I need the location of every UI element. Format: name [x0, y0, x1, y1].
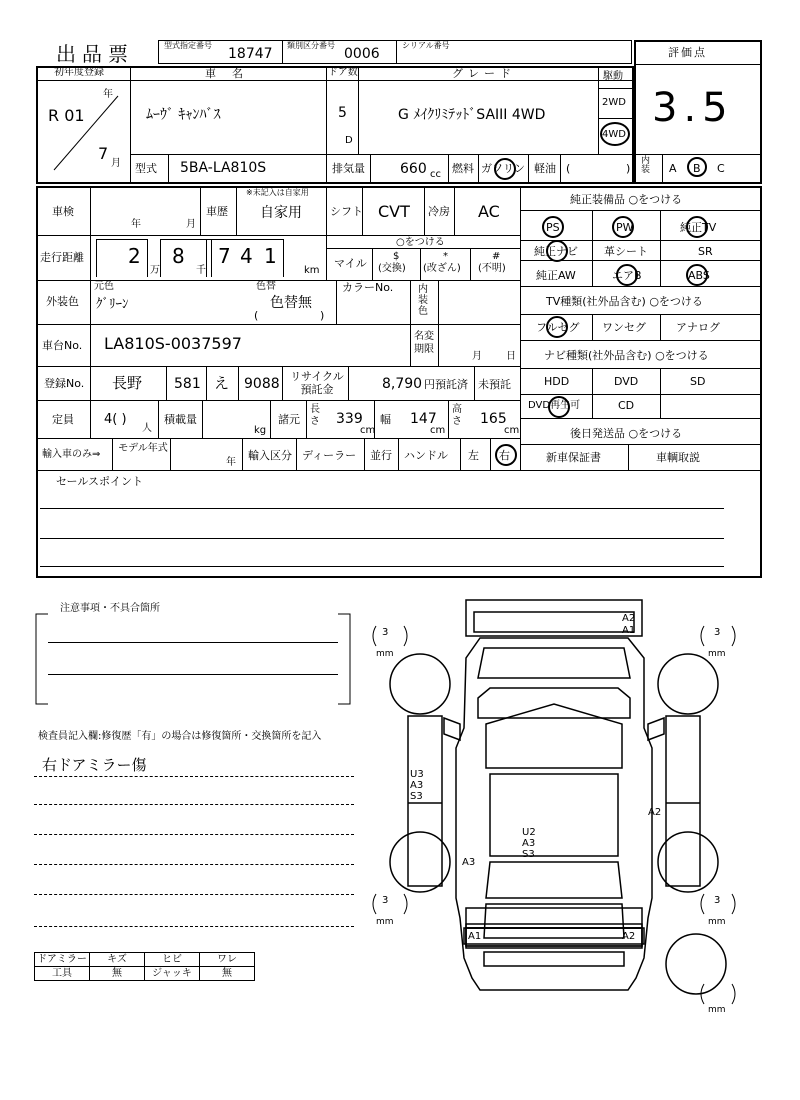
history: 自家用 [260, 205, 302, 221]
followup-manual: 車輌取説 [656, 451, 700, 464]
sales-points-label: セールスポイント [56, 475, 144, 488]
capacity-unit: 人 [142, 423, 152, 434]
doors-label: ドア数 [328, 67, 358, 78]
handle-left: 左 [468, 449, 479, 462]
type-no-label: 型式指定番号 [164, 41, 212, 50]
model-label: 型式 [135, 162, 157, 175]
mileage-label: 走行距離 [40, 251, 84, 264]
displacement-label: 排気量 [332, 162, 365, 175]
mark-right-a2: A2 [648, 807, 662, 818]
mileage-digit-3: 7 [218, 244, 231, 268]
exterior-label: 外装色 [46, 295, 79, 308]
check-tools-label: 工具 [35, 967, 90, 981]
mark-center-u2: U2 [522, 827, 536, 838]
model-year-label: モデル年式 [118, 443, 168, 454]
first-reg-label: 初年度登録 [54, 67, 104, 78]
model-year-unit: 年 [226, 457, 236, 468]
equip-ps: PS [546, 221, 560, 234]
history-note: ※未記入は自家用 [246, 188, 309, 197]
mileage-digit-4: 4 [240, 244, 253, 268]
check-jack-value: 無 [200, 967, 255, 981]
reg-label: 登録No. [44, 377, 85, 390]
mark-hash: # [492, 251, 501, 262]
notes-label: 注意事項・不具合箇所 [60, 603, 160, 614]
mark-exchange: (交換) [378, 263, 406, 274]
height-label: 高さ [452, 404, 462, 427]
check-mirror-label: ドアミラー [35, 953, 90, 967]
mark-unknown: (不明) [478, 263, 506, 274]
navi-sd: SD [690, 375, 706, 388]
interior-b-circle [687, 157, 707, 177]
mile-label: マイル [334, 257, 367, 270]
tire-spare-unit: mm [708, 1005, 726, 1015]
length-unit: cm [360, 425, 376, 436]
navi-title: ナビ種類(社外品含む) ○をつける [544, 349, 709, 362]
score-label: 評価点 [668, 46, 707, 59]
mark-tamper: (改ざん) [423, 263, 461, 274]
mark-left-rear-a3: A3 [462, 857, 476, 868]
equip-sr: SR [698, 245, 713, 258]
inspection-year-unit: 年 [131, 219, 141, 230]
tire-rr-unit: mm [708, 917, 726, 927]
unpaid: 未預託 [478, 378, 511, 391]
name-change-month: 月 [472, 351, 482, 362]
inspector-label: 検査員記入欄:修復歴「有」の場合は修復箇所・交換箇所を記入 [38, 731, 322, 742]
fuel-gas-circle [494, 158, 516, 180]
shift-label: シフト [330, 205, 363, 218]
capacity-label: 定員 [52, 413, 74, 426]
chassis-no: LA810S-0037597 [104, 334, 242, 353]
chassis-label: 車台No. [42, 339, 83, 352]
drive-label: 駆動 [603, 71, 623, 82]
recycle-label: リサイクル預託金 [290, 370, 344, 396]
mark-front-right-a1: A1 [622, 625, 636, 636]
load-label: 積載量 [164, 413, 197, 426]
equip-airbag: エアB [612, 269, 642, 282]
ac: AC [478, 202, 500, 221]
tv-oneseg: ワンセグ [602, 321, 646, 334]
tire-fr-unit: mm [708, 649, 726, 659]
navi-dvd: DVD [614, 375, 639, 388]
drive-4wd: 4WD [602, 129, 626, 140]
load-unit: kg [254, 425, 267, 436]
tv-title: TV種類(社外品含む) ○をつける [546, 295, 703, 308]
checklist-table [34, 952, 255, 981]
shift: CVT [378, 202, 410, 221]
reg-num: 9088 [244, 376, 280, 392]
height: 165 [480, 411, 507, 427]
reg-kana: え [214, 374, 230, 392]
repaint-paren-open: ( [254, 309, 259, 322]
inspection-label: 車検 [52, 205, 74, 218]
drive-2wd: 2WD [602, 97, 626, 108]
tv-analog: アナログ [676, 321, 720, 334]
mileage-digit-1: 2 [128, 244, 141, 268]
mark-dollar: $ [393, 251, 400, 262]
mileage-man: 万 [150, 265, 160, 276]
tire-rl-value: 3 [382, 895, 389, 906]
notes-box [34, 612, 352, 706]
model: 5BA-LA810S [180, 160, 267, 176]
mileage-digit-5: 1 [264, 244, 277, 268]
orig-color: ｸﾞﾘｰﾝ [96, 297, 129, 312]
first-reg-month-unit: 月 [111, 158, 121, 169]
mark-star: * [443, 251, 448, 262]
door-type: D [345, 135, 353, 146]
check-break-label: ワレ [200, 953, 255, 967]
fuel-light-oil: 軽油 [534, 162, 556, 175]
interior-b: B [693, 162, 701, 175]
mark-center-s3: S3 [522, 849, 535, 860]
equip-abs: ABS [688, 269, 710, 282]
displacement-unit: cc [430, 169, 441, 180]
handle-right: 右 [499, 449, 510, 462]
import-class-label: 輸入区分 [248, 449, 292, 462]
name-change-label: 名変期限 [414, 331, 434, 355]
navi-dvd-play: DVD再生可 [528, 400, 581, 411]
width: 147 [410, 411, 437, 427]
orig-color-label: 元色 [94, 281, 114, 292]
width-unit: cm [430, 425, 446, 436]
repaint-label: 色替 [256, 281, 276, 292]
check-scratch-label: キズ [90, 953, 145, 967]
page-title: 出品票 [56, 42, 134, 66]
history-label: 車歴 [206, 205, 228, 218]
attach-note: ○をつける [396, 237, 445, 248]
equip-tv: 純正TV [680, 221, 717, 234]
color-no-label: カラーNo. [342, 281, 394, 294]
fuel-paren-close: ) [626, 162, 631, 175]
class-no-label: 類別区分番号 [287, 41, 335, 50]
mileage-sen: 千 [196, 265, 206, 276]
length: 339 [336, 411, 363, 427]
tv-fullseg: フルセグ [536, 321, 580, 334]
repaint: 色替無 [270, 295, 312, 311]
first-reg-year-unit: 年 [103, 89, 113, 100]
mark-left-s3: S3 [410, 791, 423, 802]
mileage-digit-2: 8 [172, 244, 185, 268]
equip-aw: 純正AW [536, 269, 576, 282]
equip-navi: 純正ナビ [534, 245, 578, 258]
handle-label: ハンドル [404, 449, 448, 462]
recycle-unit: 円預託済 [424, 378, 468, 391]
reg-area: 長野 [112, 374, 143, 392]
mark-center-a3: A3 [522, 838, 536, 849]
drive-4wd-circle [600, 122, 630, 146]
equipment-title: 純正装備品 ○をつける [570, 193, 683, 206]
inspection-month-unit: 月 [186, 219, 196, 230]
interior-color-label: 内装色 [418, 284, 428, 317]
ac-label: 冷房 [428, 205, 450, 218]
repaint-paren-close: ) [320, 309, 325, 322]
serial-label: シリアル番号 [402, 41, 450, 50]
navi-cd: CD [618, 399, 635, 412]
tire-fl-unit: mm [376, 649, 394, 659]
doors: 5 [338, 105, 347, 121]
recycle: 8,790 [382, 376, 423, 392]
height-unit: cm [504, 425, 520, 436]
first-reg-era: R 01 [48, 106, 85, 125]
mark-rear-left-a1: A1 [468, 931, 482, 942]
mark-left-a3: A3 [410, 780, 424, 791]
navi-hdd: HDD [544, 375, 570, 388]
tire-rr-value: 3 [714, 895, 721, 906]
followup-title: 後日発送品 ○をつける [570, 427, 683, 440]
tire-fr-value: 3 [714, 627, 721, 638]
dealer: ディーラー [302, 449, 357, 462]
check-crack-label: ヒビ [145, 953, 200, 967]
tire-rl-unit: mm [376, 917, 394, 927]
tire-fl-value: 3 [382, 627, 389, 638]
parallel: 並行 [370, 449, 392, 462]
mark-rear-right-a2: A2 [622, 931, 636, 942]
capacity: 4( ) [104, 412, 127, 427]
class-no: 0006 [344, 46, 380, 62]
grade: G ﾒｲｸﾘﾐﾃｯﾄﾞSAIII 4WD [398, 107, 546, 123]
equip-leather: 革シート [604, 245, 648, 258]
mileage-km: km [304, 265, 320, 276]
import-label: 輸入車のみ⇒ [42, 449, 101, 460]
followup-warranty: 新車保証書 [546, 451, 601, 464]
interior-c: C [717, 162, 725, 175]
equip-pw: PW [616, 221, 634, 234]
score-value: 3.5 [652, 85, 734, 131]
type-no: 18747 [228, 46, 273, 62]
length-label: 長さ [310, 404, 320, 427]
mark-left-u3: U3 [410, 769, 424, 780]
grade-label: グレード [452, 67, 516, 80]
car-damage-diagram [360, 598, 760, 1028]
reg-class: 581 [174, 376, 201, 392]
width-label: 幅 [380, 413, 391, 426]
handle-right-circle [495, 444, 517, 466]
check-tools-value: 無 [90, 967, 145, 981]
specs-label: 諸元 [278, 413, 300, 426]
car-name-label: 車名 [205, 67, 259, 80]
first-reg-month: 7 [98, 144, 109, 163]
check-jack-label: ジャッキ [145, 967, 200, 981]
inspector-note: 右ドアミラー傷 [42, 756, 147, 774]
fuel-gas: ガソリン [481, 162, 525, 175]
interior-label: 内装 [641, 156, 651, 175]
fuel-label: 燃料 [452, 162, 474, 175]
interior-a: A [669, 162, 677, 175]
fuel-paren-open: ( [566, 162, 571, 175]
car-name: ﾑｰｳﾞ ｷｬﾝﾊﾞｽ [146, 107, 221, 123]
name-change-day: 日 [506, 351, 516, 362]
mark-front-right-a2: A2 [622, 613, 636, 624]
displacement: 660 [400, 161, 427, 177]
